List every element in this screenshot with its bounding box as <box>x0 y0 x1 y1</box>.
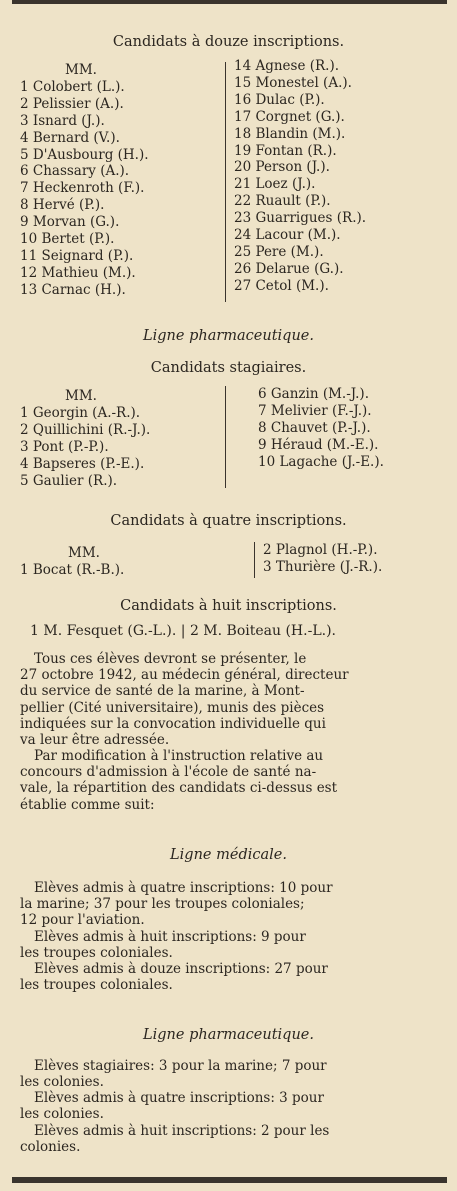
list-stagiaires-right <box>258 386 384 471</box>
paragraph-convocation <box>20 651 440 748</box>
list-item: 5 Gaulier (R.). <box>20 472 118 489</box>
paragraph-line: Elèves admis à quatre inscriptions: 10 pour <box>34 880 333 896</box>
paragraph-repartition <box>20 748 440 813</box>
list-item: 9 Héraud (M.-E.). <box>258 436 379 453</box>
paragraph-line: établie comme suit: <box>20 796 155 813</box>
list-item: 3 Thurière (J.-R.). <box>263 558 383 575</box>
column-divider <box>225 386 226 488</box>
list-item: 15 Monestel (A.). <box>234 74 352 91</box>
list-item: 1 Colobert (L.). <box>20 78 125 95</box>
list-item: 1 Georgin (A.-R.). <box>20 404 141 421</box>
paragraph-medicale-quatre <box>20 880 440 929</box>
list-item: 18 Blandin (M.). <box>234 125 346 142</box>
list-item: 27 Cetol (M.). <box>234 277 329 294</box>
list-item: 23 Guarrigues (R.). <box>234 210 367 227</box>
list-item: 8 Chauvet (P.-J.). <box>258 419 371 436</box>
top-rule <box>12 0 447 4</box>
list-item: 4 Bernard (V.). <box>20 129 120 146</box>
paragraph-line: Elèves stagiaires: 3 pour la marine; 7 pour <box>34 1058 327 1074</box>
list-item: 4 Bapseres (P.-E.). <box>20 455 145 472</box>
heading-ligne-medicale: Ligne médicale. <box>170 847 287 863</box>
heading-ligne-pharmaceutique: Ligne pharmaceutique. <box>143 328 314 344</box>
paragraph-line: les troupes coloniales. <box>20 945 173 962</box>
paragraph-line: Elèves admis à huit inscriptions: 9 pour <box>34 929 306 945</box>
list-stagiaires-left <box>20 388 150 489</box>
list-item: 16 Dulac (P.). <box>234 91 325 108</box>
paragraph-line: la marine; 37 pour les troupes coloniales; <box>20 896 305 913</box>
paragraph-line: pellier (Cité universitaire), munis des pièces <box>20 699 325 716</box>
list-item: 3 Pont (P.-P.). <box>20 438 109 455</box>
list-item: 25 Pere (M.). <box>234 243 324 260</box>
list-item: 13 Carnac (H.). <box>20 281 126 298</box>
paragraph-line: Elèves admis à huit inscriptions: 2 pour les <box>34 1123 330 1139</box>
paragraph-line: concours d'admission à l'école de santé na- <box>20 764 317 781</box>
list-item: 11 Seignard (P.). <box>20 247 134 264</box>
heading-douze: Candidats à douze inscriptions. <box>112 34 345 50</box>
list-item: 6 Ganzin (M.-J.). <box>258 386 369 402</box>
list-item: 3 Isnard (J.). <box>20 112 105 129</box>
list-item: 6 Chassary (A.). <box>20 163 130 180</box>
list-item: 12 Mathieu (M.). <box>20 264 136 281</box>
list-item: 10 Bertet (P.). <box>20 231 115 248</box>
paragraph-line: colonies. <box>20 1139 81 1156</box>
list-item: 2 Quillichini (R.-J.). <box>20 421 151 438</box>
bottom-rule <box>12 1177 447 1183</box>
heading-stagiaires: Candidats stagiaires. <box>150 360 307 376</box>
paragraph-line: les troupes coloniales. <box>20 977 173 994</box>
paragraph-line: Tous ces élèves devront se présenter, le <box>34 651 307 667</box>
list-item: 22 Ruault (P.). <box>234 193 331 210</box>
paragraph-line: les colonies. <box>20 1106 104 1123</box>
huit-line: 1 M. Fesquet (G.-L.). | 2 M. Boiteau (H.-L.). <box>30 623 336 639</box>
mm-label: MM. <box>68 545 100 561</box>
list-item: 5 D'Ausbourg (H.). <box>20 146 149 163</box>
list-item: 24 Lacour (M.). <box>234 227 341 244</box>
paragraph-line: les colonies. <box>20 1074 104 1091</box>
heading-huit: Candidats à huit inscriptions. <box>120 598 337 614</box>
paragraph-line: Elèves admis à quatre inscriptions: 3 pour <box>34 1090 324 1106</box>
list-item: 20 Person (J.). <box>234 159 330 176</box>
paragraph-pharma-quatre <box>20 1090 440 1122</box>
paragraph-line: indiquées sur la convocation individuelle qui <box>20 715 326 732</box>
paragraph-line: 12 pour l'aviation. <box>20 912 145 929</box>
list-item: 2 Pelissier (A.). <box>20 95 124 112</box>
list-item: 9 Morvan (G.). <box>20 214 120 231</box>
heading-quatre: Candidats à quatre inscriptions. <box>110 513 347 529</box>
list-item: 2 Plagnol (H.-P.). <box>263 542 378 558</box>
list-item: 21 Loez (J.). <box>234 176 316 193</box>
list-item: 17 Corgnet (G.). <box>234 108 345 125</box>
list-douze-right <box>234 58 366 295</box>
column-divider <box>254 542 255 578</box>
paragraph-line: Par modification à l'instruction relative au <box>34 748 324 764</box>
list-item: 10 Lagache (J.-E.). <box>258 453 384 470</box>
list-item: 19 Fontan (R.). <box>234 142 337 159</box>
list-douze-left <box>20 62 149 299</box>
paragraph-line: vale, la répartition des candidats ci-dessus est <box>20 780 338 797</box>
paragraph-medicale-douze <box>20 961 440 993</box>
heading-ligne-pharmaceutique-2: Ligne pharmaceutique. <box>143 1027 314 1043</box>
list-item: 7 Heckenroth (F.). <box>20 180 145 197</box>
paragraph-line: Elèves admis à douze inscriptions: 27 pour <box>34 961 328 977</box>
column-divider <box>225 62 226 302</box>
paragraph-pharma-huit <box>20 1123 440 1155</box>
list-item: 14 Agnese (R.). <box>234 58 340 74</box>
paragraph-line: va leur être adressée. <box>20 732 170 749</box>
mm-label: MM. <box>65 388 97 404</box>
paragraph-pharma-stagiaires <box>20 1058 440 1090</box>
mm-label: MM. <box>65 62 97 78</box>
list-quatre-right <box>263 542 382 576</box>
list-item: 1 Bocat (R.-B.). <box>20 561 125 578</box>
paragraph-medicale-huit <box>20 929 440 961</box>
list-item: 7 Melivier (F.-J.). <box>258 402 372 419</box>
list-item: 8 Hervé (P.). <box>20 197 105 214</box>
list-item: 26 Delarue (G.). <box>234 260 344 277</box>
paragraph-line: 27 octobre 1942, au médecin général, directeur <box>20 667 349 684</box>
paragraph-line: du service de santé de la marine, à Mont- <box>20 683 305 700</box>
list-quatre-left <box>20 545 124 579</box>
